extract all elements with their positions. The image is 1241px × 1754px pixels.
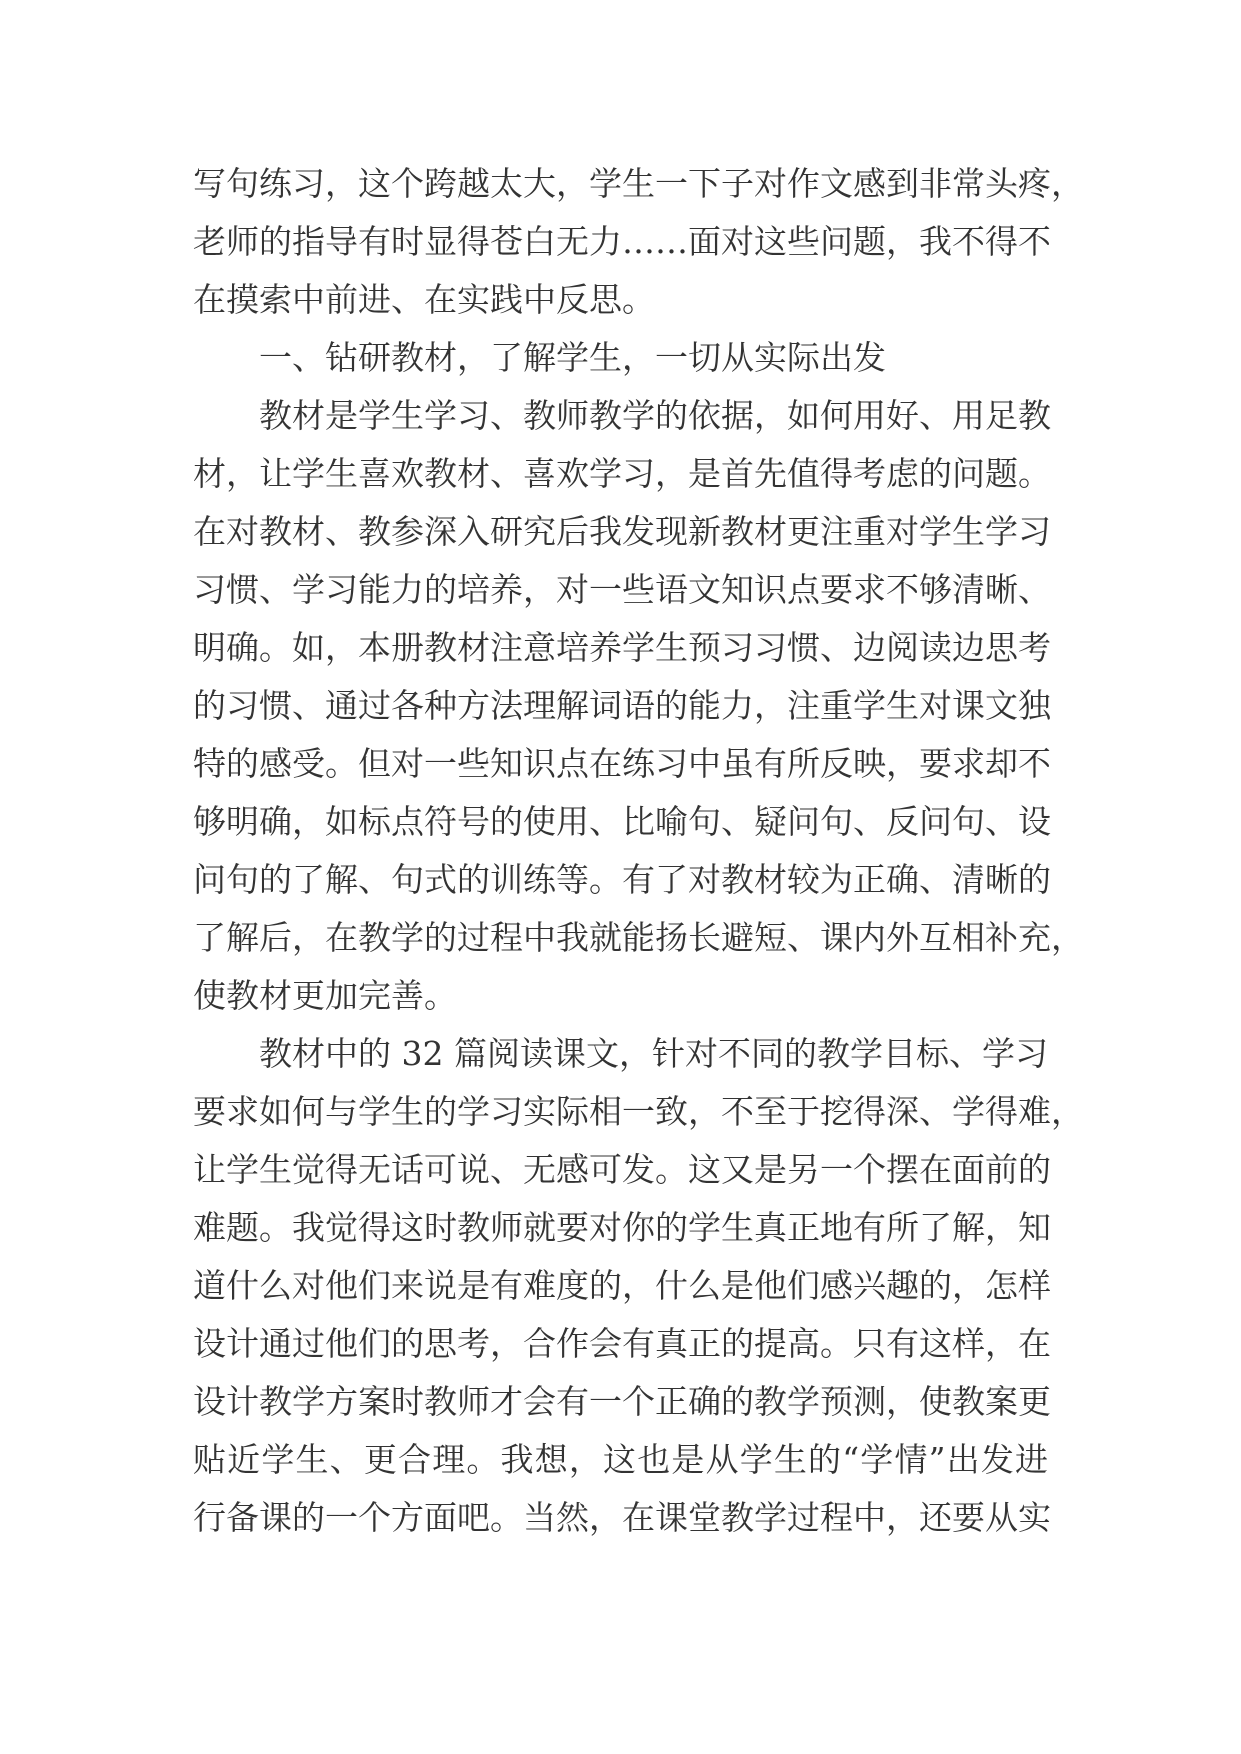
text-line: 难题。我觉得这时教师就要对你的学生真正地有所了解，知 (193, 1208, 1051, 1247)
text-line: 问句的了解、句式的训练等。有了对教材较为正确、清晰的 (193, 860, 1051, 899)
text-line: 老师的指导有时显得苍白无力……面对这些问题，我不得不 (193, 222, 1051, 261)
text-line: 在对教材、教参深入研究后我发现新教材更注重对学生学习 (193, 512, 1051, 551)
text-line: 的习惯、通过各种方法理解词语的能力，注重学生对课文独 (193, 686, 1051, 725)
document-body (193, 155, 1084, 1547)
text-line: 特的感受。但对一些知识点在练习中虽有所反映，要求却不 (193, 744, 1051, 783)
text-line: 习惯、学习能力的培养，对一些语文知识点要求不够清晰、 (193, 570, 1051, 609)
text-line: 使教材更加完善。 (193, 976, 457, 1015)
text-line: 让学生觉得无话可说、无感可发。这又是另一个摆在面前的 (193, 1150, 1051, 1189)
text-line: 了解后，在教学的过程中我就能扬长避短、课内外互相补充， (193, 918, 1084, 957)
text-line: 行备课的一个方面吧。当然，在课堂教学过程中，还要从实 (193, 1498, 1051, 1537)
text-line: 要求如何与学生的学习实际相一致，不至于挖得深、学得难， (193, 1092, 1084, 1131)
text-line: 够明确，如标点符号的使用、比喻句、疑问句、反问句、设 (193, 802, 1051, 841)
text-line: 教材是学生学习、教师教学的依据，如何用好、用足教 (259, 396, 1051, 435)
text-line: 写句练习，这个跨越太大，学生一下子对作文感到非常头疼， (193, 164, 1084, 203)
text-line: 教材中的 32 篇阅读课文，针对不同的教学目标、学习 (259, 1034, 1048, 1073)
text-line: 贴近学生、更合理。我想，这也是从学生的“学情”出发进 (193, 1440, 1048, 1479)
text-line: 在摸索中前进、在实践中反思。 (193, 280, 655, 319)
text-line: 设计通过他们的思考，合作会有真正的提高。只有这样，在 (193, 1324, 1051, 1363)
section-heading: 一、钻研教材，了解学生，一切从实际出发 (259, 338, 886, 377)
text-line: 明确。如，本册教材注意培养学生预习习惯、边阅读边思考 (193, 628, 1051, 667)
text-line: 道什么对他们来说是有难度的，什么是他们感兴趣的，怎样 (193, 1266, 1051, 1305)
text-line: 材，让学生喜欢教材、喜欢学习，是首先值得考虑的问题。 (193, 454, 1051, 493)
text-line: 设计教学方案时教师才会有一个正确的教学预测，使教案更 (193, 1382, 1051, 1421)
